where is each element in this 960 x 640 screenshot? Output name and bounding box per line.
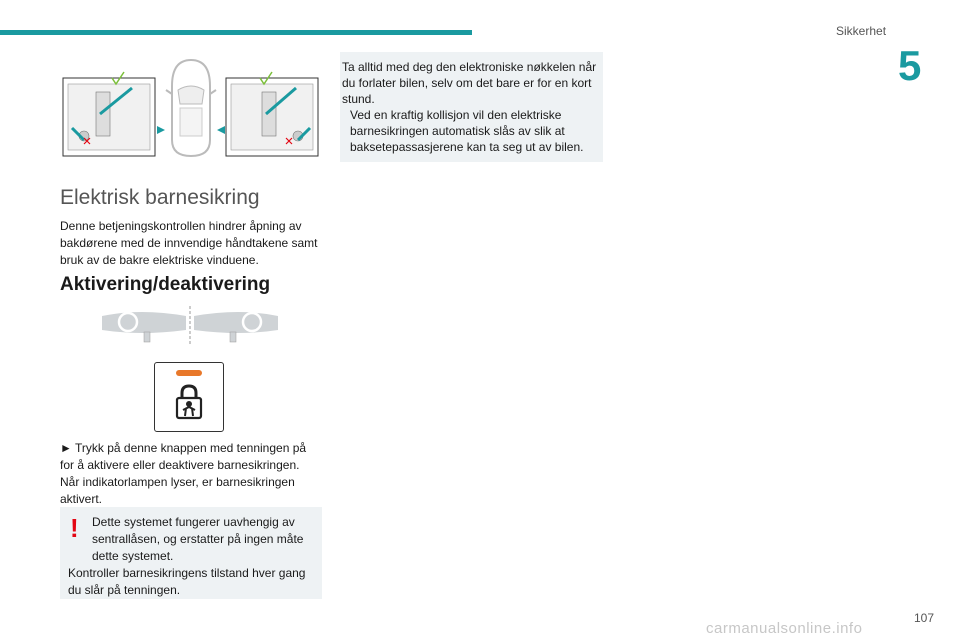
watermark: carmanualsonline.info: [706, 620, 863, 637]
warning-text-2: Kontroller barnesikringens tilstand hver gang du slår på tenningen.: [68, 566, 306, 597]
step-note: Når indikatorlampen lyser, er barnesikringen aktivert.: [60, 475, 295, 506]
door-lock-illustration: [60, 56, 322, 166]
arrow-left-icon: [217, 126, 225, 134]
header-accent-bar: [0, 30, 472, 35]
child-lock-button[interactable]: [154, 362, 224, 432]
section-heading: Aktivering/deaktivering: [60, 274, 271, 295]
warning-icon: !: [70, 513, 79, 543]
section-title: Sikkerhet: [836, 24, 887, 38]
indicator-lamp: [176, 370, 202, 376]
arrow-right-icon: [157, 126, 165, 134]
warning-text-1: Dette systemet fungerer uavhengig av sentrallåsen, og erstatter på ingen måte dette systemet.: [92, 515, 304, 563]
info-text-2: Ved en kraftig kollisjon vil den elektriske barnesikringen automatisk slås av slik at baksetepassasjerene kan ta seg ut av bilen.: [350, 108, 584, 154]
left-door-panel: [63, 72, 155, 156]
info-box: [340, 52, 603, 162]
child-lock-icon: [174, 384, 204, 420]
car-outline: [166, 60, 216, 156]
step-instruction: ► Trykk på denne knappen med tenningen på for å aktivere eller deaktivere barnesikringen.: [60, 441, 307, 472]
right-door-panel: [226, 72, 318, 156]
warning-box: [60, 507, 322, 599]
info-text-1: Ta alltid med deg den elektroniske nøkkelen når du forlater bilen, selv om det bare er for en kort stund.: [342, 60, 597, 106]
mirror-switch-illustration: [100, 306, 280, 348]
chapter-number: 5: [898, 42, 922, 89]
intro-paragraph: Denne betjeningskontrollen hindrer åpning av bakdørene med de innvendige håndtakene samt bruk av de bakre elektriske vinduene.: [60, 219, 318, 267]
page-title: Elektrisk barnesikring: [60, 186, 260, 209]
page-number: 107: [914, 611, 935, 625]
